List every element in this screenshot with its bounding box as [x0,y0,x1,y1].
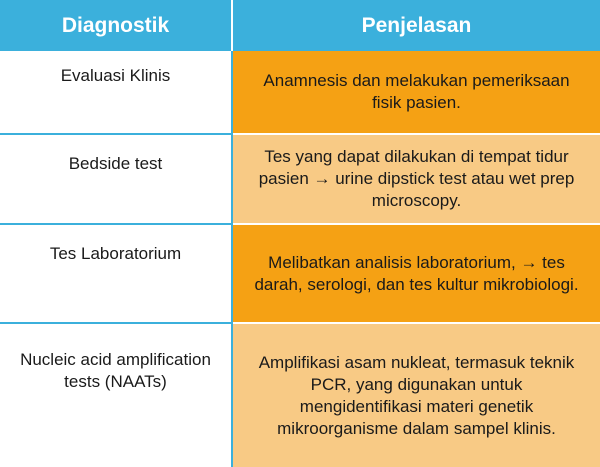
header-diagnostic-label: Diagnostik [61,13,170,37]
row-2-diagnostic-text: Bedside test [68,154,163,173]
header-explanation [233,0,600,51]
row-4-explanation-text: Amplifikasi asam nukleat, termasuk teknik PCR, yang digunakan untuk mengidentifikasi materi genetik mikroorganisme dalam sampel klinis. [258,352,575,438]
row-2-diagnostic [0,135,233,225]
row-4-diagnostic [0,324,233,467]
row-3-diagnostic-text: Tes Laboratorium [49,244,182,263]
header-explanation-label: Penjelasan [361,13,472,37]
row-1-explanation [233,51,600,135]
header-diagnostic [0,0,233,51]
row-3-explanation [233,225,600,324]
row-4-diagnostic-text: Nucleic acid amplification tests (NAATs) [20,350,211,391]
row-4-explanation [233,324,600,467]
row-3-diagnostic [0,225,233,324]
row-2-explanation-text: Tes yang dapat dilakukan di tempat tidur pasien → urine dipstick test atau wet prep microscopy. [258,147,575,210]
row-2-explanation [233,135,600,225]
row-3-explanation-text: Melibatkan analisis laboratorium, → tes darah, serologi, dan tes kultur mikrobiologi. [254,252,579,294]
row-1-diagnostic [0,51,233,135]
row-1-explanation-text: Anamnesis dan melakukan pemeriksaan fisik pasien. [263,71,570,112]
row-1-diagnostic-text: Evaluasi Klinis [60,66,171,85]
